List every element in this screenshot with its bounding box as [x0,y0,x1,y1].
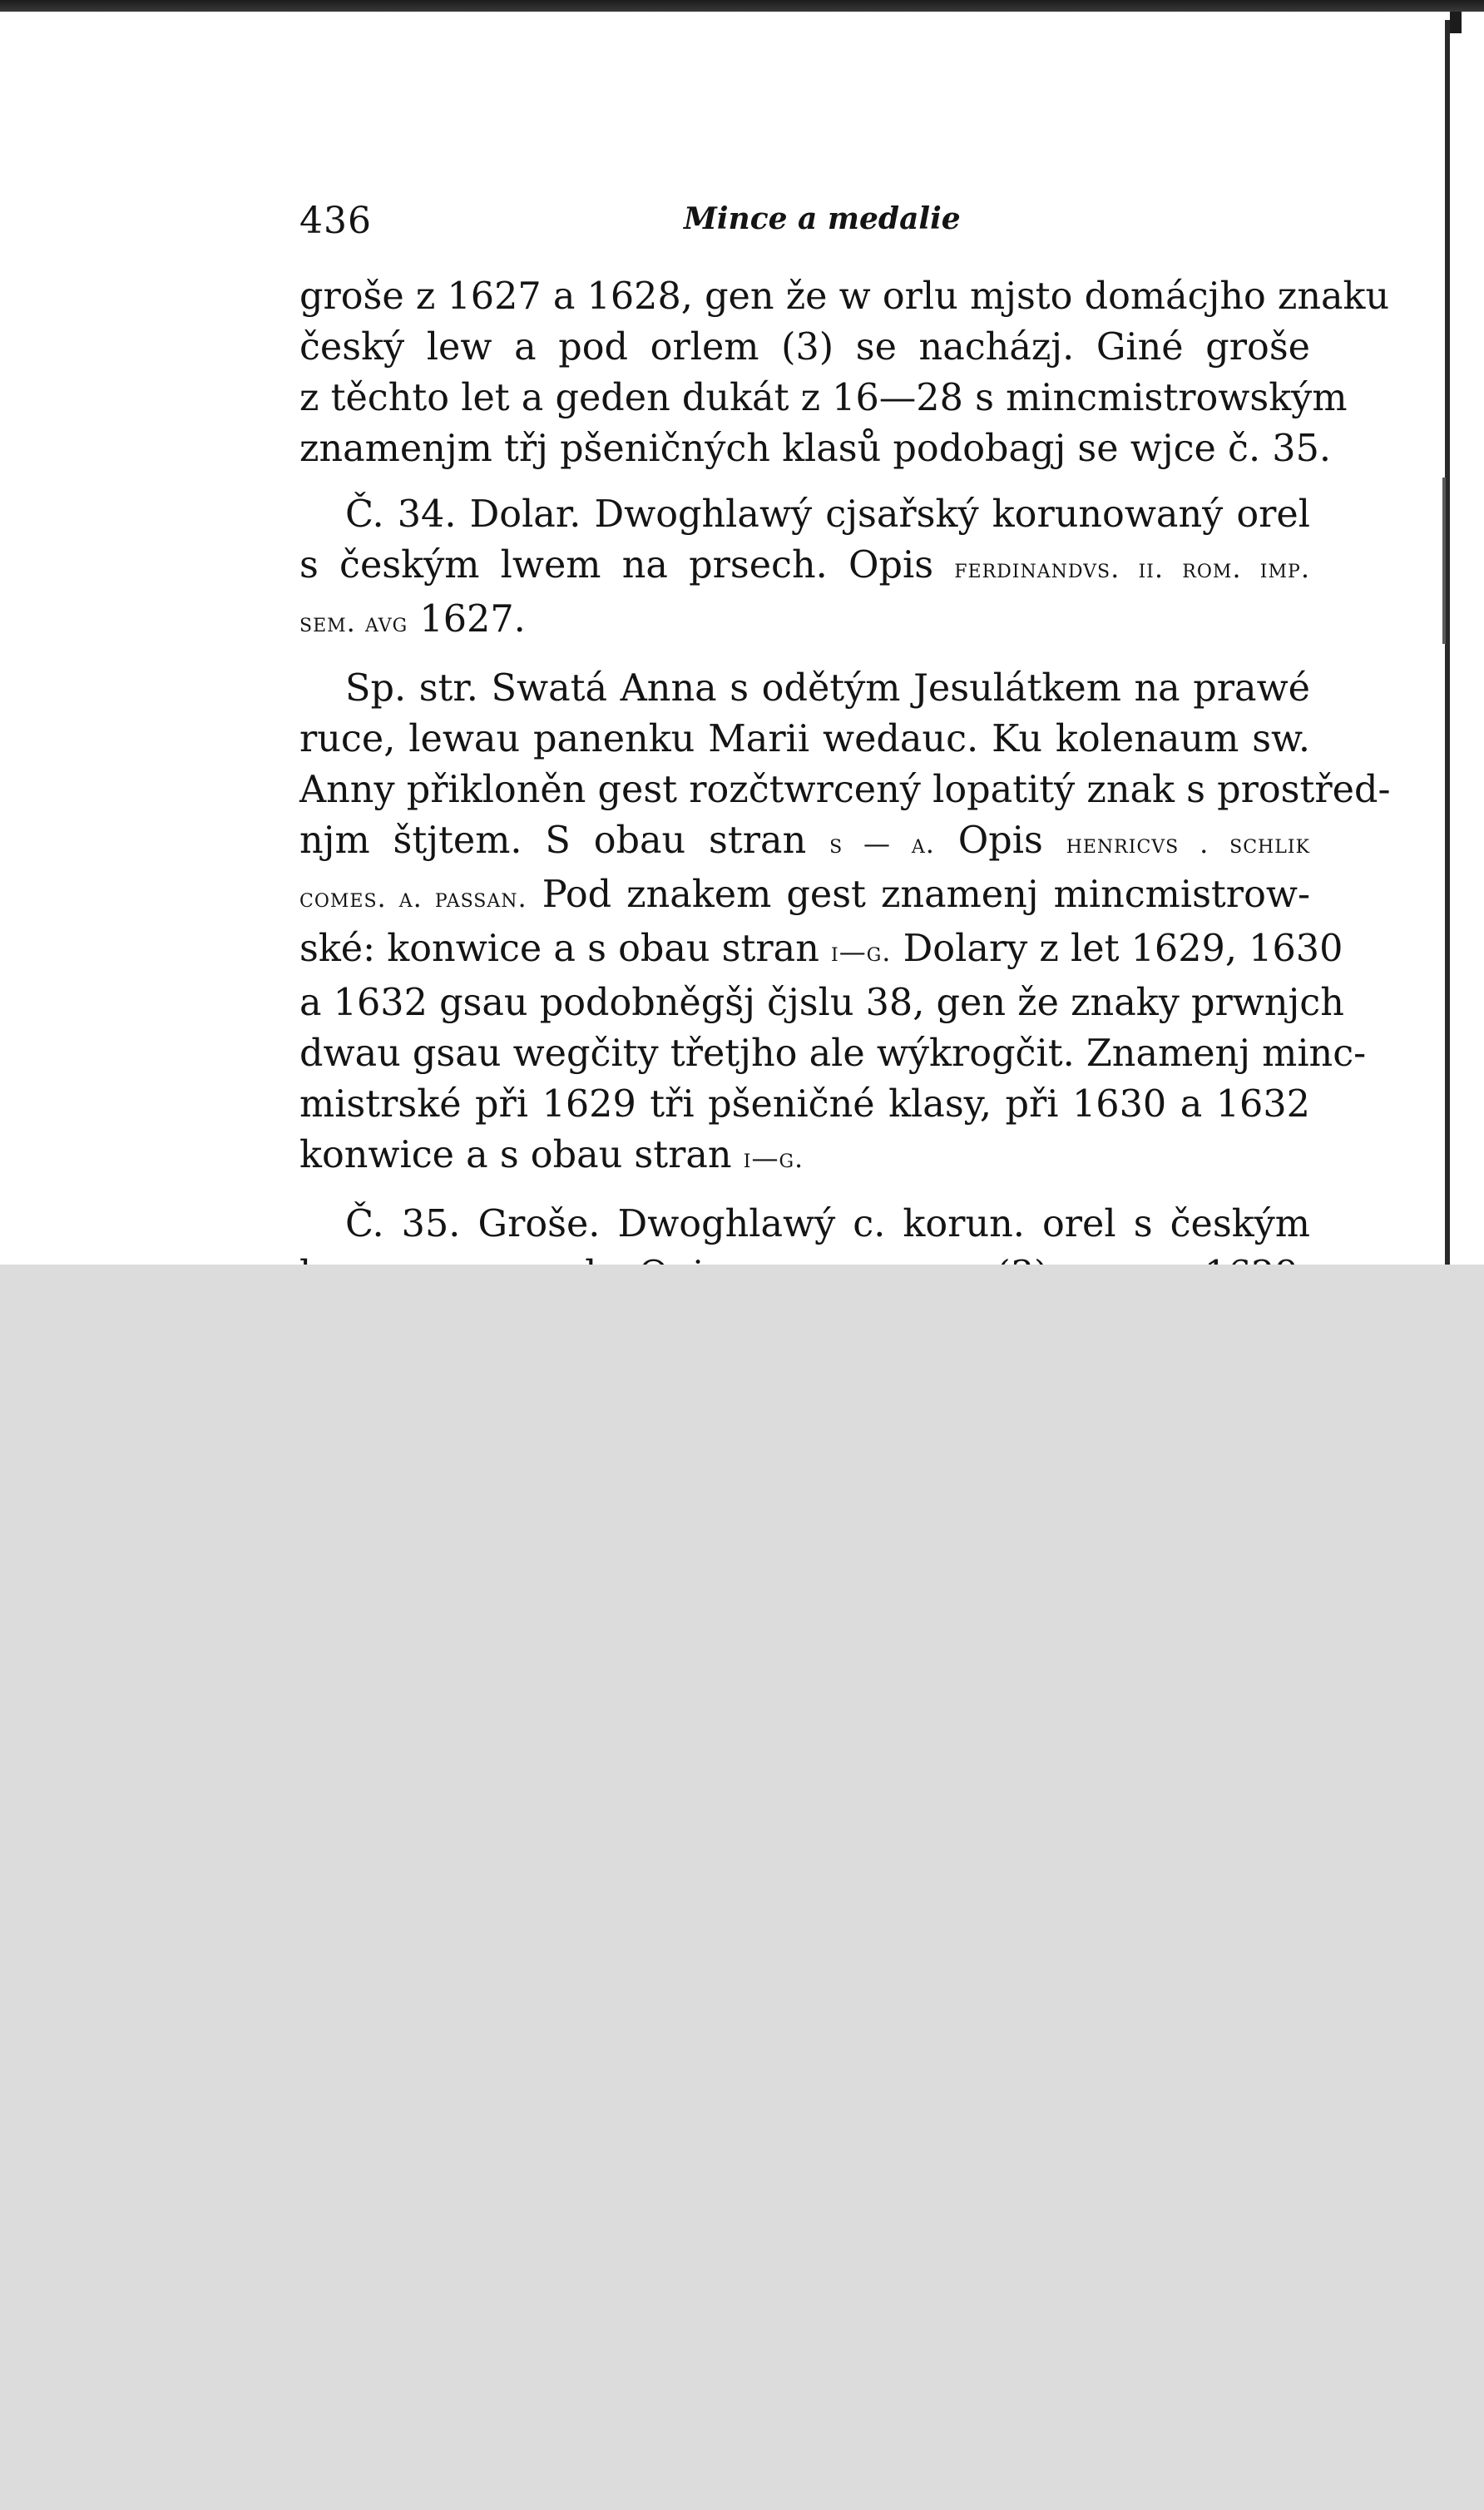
text-line [299,923,1343,978]
book-page [0,12,1442,1265]
text-line: Anny přikloněn gest rozčtwrcený lopatitý znak s prostřed- [299,769,1391,811]
coin-inscription: comes. a. passan. [299,882,527,913]
coin-inscription: sem. avg [299,606,408,638]
text-line: Č. 35. Groše. Dwoghlawý c. korun. orel s českým [345,1203,1310,1245]
text-line: z těchto let a geden dukát z 16—28 s mincmistrowským [299,377,1348,419]
text-segment: ské: konwice a s obau stran [299,928,819,970]
text-segment: Opis [957,819,1043,862]
binding-rule-short [1442,478,1446,644]
text-line: dwau gsau wegčity třetjho ale wýkrogčit. Znamenj minc- [299,1032,1367,1075]
text-segment: Pod znakem gest znamenj mincmistrow- [542,874,1310,916]
text-line [299,594,1310,648]
mint-letters: i—g. [743,1142,804,1174]
text-line: Č. 34. Dolar. Dwoghlawý cjsařský korunowaný orel [345,493,1310,536]
text-segment: Dolary z let 1629, 1630 [903,928,1343,970]
binding-rule [1445,20,1450,1268]
edge-notch [1450,12,1462,33]
running-head: Mince a medalie [684,201,961,236]
coin-year: 1627. [419,598,526,641]
text-line [299,815,1310,869]
page-number: 436 [299,200,372,242]
text-line: český lew a pod orlem (3) se nacházj. Giné groše [299,326,1310,369]
body-text [299,271,1391,1304]
blank-scan-area [0,1265,1484,2510]
text-segment: konwice a s obau stran [299,1134,732,1176]
text-line: groše z 1627 a 1628, gen že w orlu mjsto domácjho znaku [299,275,1390,318]
coin-inscription: henricvs . schlik [1066,828,1310,859]
mint-letters: i—g. [831,936,892,968]
text-line: a 1632 gsau podobněgšj čjslu 38, gen že znaky prwnjch [299,982,1344,1024]
binding-edge [1442,12,1484,1265]
text-line: ruce, lewau panenku Marii wedauc. Ku kolenaum sw. [299,718,1310,760]
page-top-edge [0,0,1484,12]
text-line [299,540,1310,594]
text-segment: njm štjtem. S obau stran [299,819,807,862]
text-line [299,1130,1310,1184]
coin-inscription: ferdinandvs. ii. rom. imp. [954,552,1310,584]
text-line: znamenjm třj pšeničných klasů podobagj se wjce č. 35. [299,428,1332,470]
text-segment: s českým lwem na prsech. Opis [299,544,934,587]
mint-letters: s — a. [829,828,935,859]
text-line [299,869,1310,923]
page-header [299,185,1298,260]
text-line: mistrské při 1629 tři pšeničné klasy, při 1630 a 1632 [299,1083,1310,1126]
text-line: Sp. str. Swatá Anna s odětým Jesulátkem na prawé [345,667,1310,710]
